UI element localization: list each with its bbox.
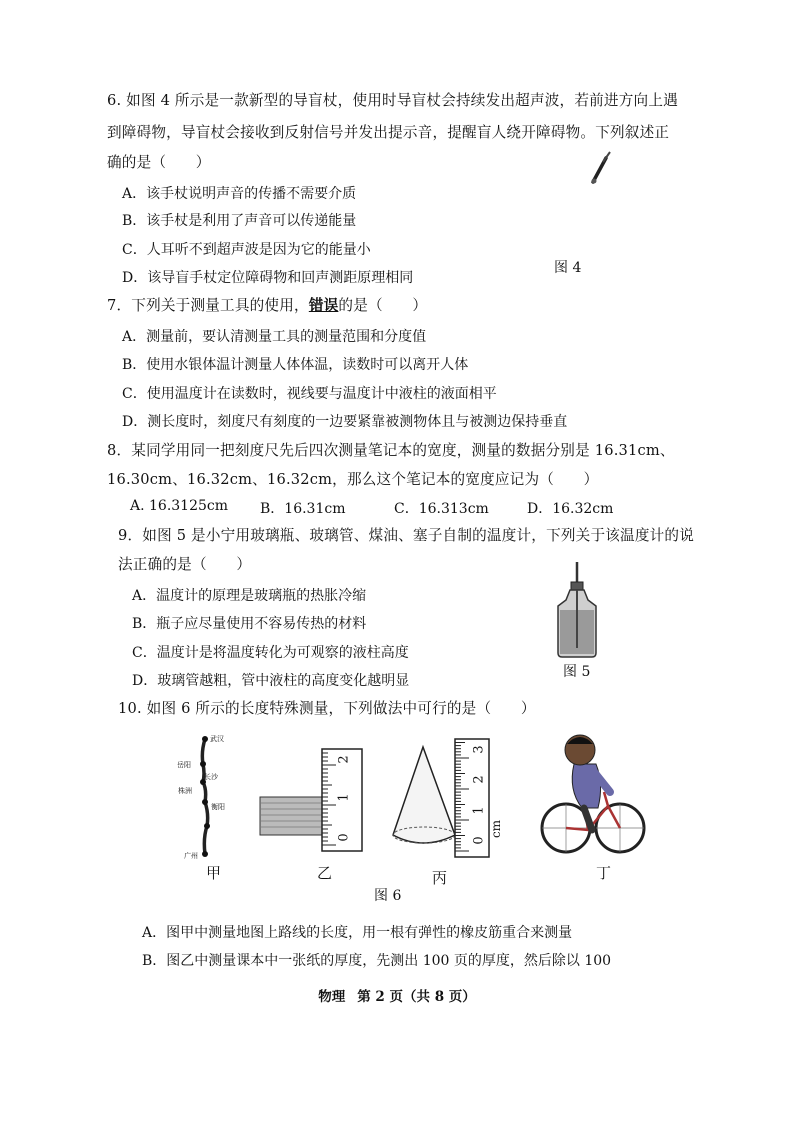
ruler-c-tick-2: 2	[471, 775, 487, 784]
q6-option-d: D．该导盲手杖定位障碍物和回声测距原理相同	[122, 270, 414, 286]
q8-stem-line2: 16.30cm、16.32cm、16.32cm，那么这个笔记本的宽度应记为（ ）	[107, 471, 599, 488]
map-label-hengyang: 衡阳	[211, 803, 225, 811]
map-label-zhuzhou: 株洲	[178, 787, 192, 795]
q9-option-a: A．温度计的原理是玻璃瓶的热胀冷缩	[132, 588, 367, 604]
footer-subject: 物理	[318, 989, 346, 1005]
q6-option-c: C．人耳听不到超声波是因为它的能量小	[122, 242, 371, 258]
q7-option-a: A．测量前，要认清测量工具的测量范围和分度值	[122, 329, 427, 345]
q7-option-c: C．使用温度计在读数时，视线要与温度计中液柱的液面相平	[122, 386, 497, 402]
footer-page: 第 2 页（共 8 页）	[357, 989, 476, 1005]
figure-5-thermometer-bottle	[552, 560, 602, 660]
q9-stem-line1: 9．如图 5 是小宁用玻璃瓶、玻璃管、煤油、塞子自制的温度计，下列关于该温度计的说	[118, 527, 695, 544]
ruler-c-tick-3: 3	[471, 745, 487, 754]
q6-stem-line2: 到障碍物，导盲杖会接收到反射信号并发出提示音，提醒盲人绕开障碍物。下列叙述正	[107, 124, 670, 141]
figure-4-caption: 图 4	[554, 260, 582, 276]
map-label-changsha: 长沙	[204, 773, 218, 781]
figure-4-cane-image	[588, 148, 618, 188]
q8-stem-line1: 8．某同学用同一把刻度尺先后四次测量笔记本的宽度，测量的数据分别是 16.31cm、	[107, 442, 675, 459]
figure-6-panel-d-label: 丁	[596, 864, 612, 882]
q7-stem: 7．下列关于测量工具的使用，错误的是（ ）	[107, 297, 428, 314]
q8-option-c: C．16.313cm	[394, 501, 489, 517]
q8-option-b: B．16.31cm	[260, 501, 346, 517]
q10-stem: 10. 如图 6 所示的长度特殊测量，下列做法中可行的是（ ）	[118, 700, 536, 717]
q7-option-b: B．使用水银体温计测量人体体温，读数时可以离开人体	[122, 357, 469, 373]
ruler-c-tick-1: 1	[471, 806, 487, 815]
figure-6-panel-c-label: 丙	[432, 869, 448, 887]
q9-option-c: C．温度计是将温度转化为可观察的液柱高度	[132, 645, 409, 661]
figure-5-caption: 图 5	[563, 664, 591, 680]
q10-option-a: A．图甲中测量地图上路线的长度，用一根有弹性的橡皮筋重合来测量	[142, 925, 573, 941]
q9-option-b: B．瓶子应尽量使用不容易传热的材料	[132, 616, 367, 632]
q6-option-a: A．该手杖说明声音的传播不需要介质	[122, 186, 357, 202]
ruler-b-tick-2: 2	[336, 755, 352, 764]
figure-6-caption: 图 6	[374, 888, 402, 904]
map-label-wuhan: 武汉	[210, 735, 224, 743]
q9-option-d: D．玻璃管越粗，管中液柱的高度变化越明显	[132, 673, 410, 689]
map-label-yueyang: 岳阳	[177, 761, 191, 769]
q8-option-a: A. 16.3125cm	[130, 498, 229, 514]
q8-option-d: D．16.32cm	[527, 501, 614, 517]
q6-stem-line3: 确的是（ ）	[107, 154, 211, 171]
q9-stem-line2: 法正确的是（ ）	[118, 556, 252, 573]
figure-6-panel-b-label: 乙	[317, 864, 333, 882]
ruler-b-tick-1: 1	[336, 793, 352, 802]
figure-6-panel-a-label: 甲	[206, 864, 222, 882]
ruler-c-tick-0: 0	[471, 836, 487, 845]
ruler-c-unit: cm	[489, 819, 504, 839]
q7-option-d: D．测长度时，刻度尺有刻度的一边要紧靠被测物体且与被测边保持垂直	[122, 414, 568, 430]
q7-stem-emphasis: 错误	[308, 297, 339, 314]
q10-option-b: B．图乙中测量课本中一张纸的厚度，先测出 100 页的厚度，然后除以 100	[142, 953, 612, 969]
page-footer	[0, 985, 794, 1005]
q6-stem-line1: 6. 如图 4 所示是一款新型的导盲杖，使用时导盲杖会持续发出超声波，若前进方向上遇	[107, 92, 678, 109]
map-label-guangzhou: 广州	[184, 852, 198, 860]
ruler-b-tick-0: 0	[336, 833, 352, 842]
figure-6-panel-d-cyclist	[538, 728, 648, 858]
q6-option-b: B．该手杖是利用了声音可以传递能量	[122, 213, 357, 229]
